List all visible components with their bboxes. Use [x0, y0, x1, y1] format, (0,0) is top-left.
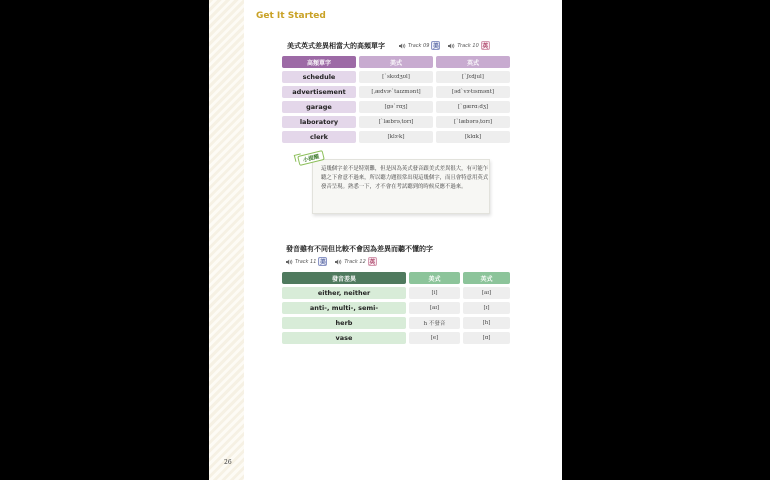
word-cell: advertisement — [282, 86, 356, 98]
tip-tag: 小提醒 — [297, 150, 325, 166]
word-cell: vase — [282, 332, 406, 344]
track-us-label[interactable]: Track 09 — [408, 42, 430, 49]
us-pron-cell: [e] — [409, 332, 460, 344]
uk-pron-cell: [ədˋvɝtɪsmənt] — [436, 86, 510, 98]
section1-tracks — [399, 41, 490, 50]
section-title: Get It Started — [256, 11, 326, 21]
page-number: 26 — [224, 459, 232, 466]
table-row — [282, 131, 510, 143]
us-badge: 美 — [432, 43, 439, 50]
header-uk: 英式 — [436, 56, 510, 68]
page-margin-stripe — [209, 0, 244, 480]
uk-badge: 英 — [369, 259, 376, 266]
us-pron-cell: [ˋlæbrəˌtorɪ] — [359, 116, 433, 128]
section2-tracks — [286, 257, 377, 266]
us-pron-cell: [ˋskɛdʒʊl] — [359, 71, 433, 83]
speaker-icon[interactable] — [335, 259, 342, 265]
section1-table — [282, 56, 510, 146]
word-cell: clerk — [282, 131, 356, 143]
us-badge: 美 — [319, 259, 326, 266]
speaker-icon[interactable] — [448, 43, 455, 49]
word-cell: schedule — [282, 71, 356, 83]
word-cell: either, neither — [282, 287, 406, 299]
us-pron-cell: [i] — [409, 287, 460, 299]
us-pron-cell: h 不發音 — [409, 317, 460, 329]
us-pron-cell: [gəˋrɑʒ] — [359, 101, 433, 113]
track-us-label[interactable]: Track 11 — [295, 258, 317, 265]
table-row — [282, 116, 510, 128]
book-page — [209, 0, 562, 480]
table-header-row — [282, 56, 510, 68]
header-uk: 英式 — [463, 272, 510, 284]
word-cell: laboratory — [282, 116, 356, 128]
word-cell: garage — [282, 101, 356, 113]
word-cell: herb — [282, 317, 406, 329]
uk-pron-cell: [ˋlæbərəˌtorɪ] — [436, 116, 510, 128]
section2-table — [282, 272, 510, 347]
header-word: 高頻單字 — [282, 56, 356, 68]
header-difference: 發音差異 — [282, 272, 406, 284]
uk-pron-cell: [ˋʃɛdjul] — [436, 71, 510, 83]
us-pron-cell: [ˌædvɚˋtaɪzmənt] — [359, 86, 433, 98]
word-cell: anti-, multi-, semi- — [282, 302, 406, 314]
header-us: 美式 — [409, 272, 460, 284]
uk-pron-cell: [klɑk] — [436, 131, 510, 143]
speaker-icon[interactable] — [399, 43, 406, 49]
uk-pron-cell: [ˋgærɑːdʒ] — [436, 101, 510, 113]
table-row — [282, 71, 510, 83]
section2-heading: 發音雖有不同但比較不會因為差異而聽不懂的字 — [286, 245, 433, 253]
table-header-row — [282, 272, 510, 284]
speaker-icon[interactable] — [286, 259, 293, 265]
table-row — [282, 302, 510, 314]
table-row — [282, 86, 510, 98]
uk-pron-cell: [h] — [463, 317, 510, 329]
table-row — [282, 317, 510, 329]
us-pron-cell: [aɪ] — [409, 302, 460, 314]
table-row — [282, 101, 510, 113]
table-row — [282, 287, 510, 299]
table-row — [282, 332, 510, 344]
uk-pron-cell: [aɪ] — [463, 287, 510, 299]
uk-pron-cell: [ɪ] — [463, 302, 510, 314]
uk-pron-cell: [ɑ] — [463, 332, 510, 344]
us-pron-cell: [klɝk] — [359, 131, 433, 143]
track-uk-label[interactable]: Track 12 — [344, 258, 366, 265]
section1-heading: 美式英式差異相當大的高頻單字 — [287, 42, 385, 50]
track-uk-label[interactable]: Track 10 — [457, 42, 479, 49]
tip-note — [312, 159, 490, 214]
tip-note-text: 這幾個字並不是特別難，但是因為英式發音跟美式差異很大，有可能乍聽之下會意不過來，所以聽力題很常出現這幾個字，而且會特意用英式發音呈現。熟悉一下，才不會在考試聽到的時候反應不過來。 — [321, 166, 489, 190]
header-us: 美式 — [359, 56, 433, 68]
uk-badge: 英 — [482, 43, 489, 50]
